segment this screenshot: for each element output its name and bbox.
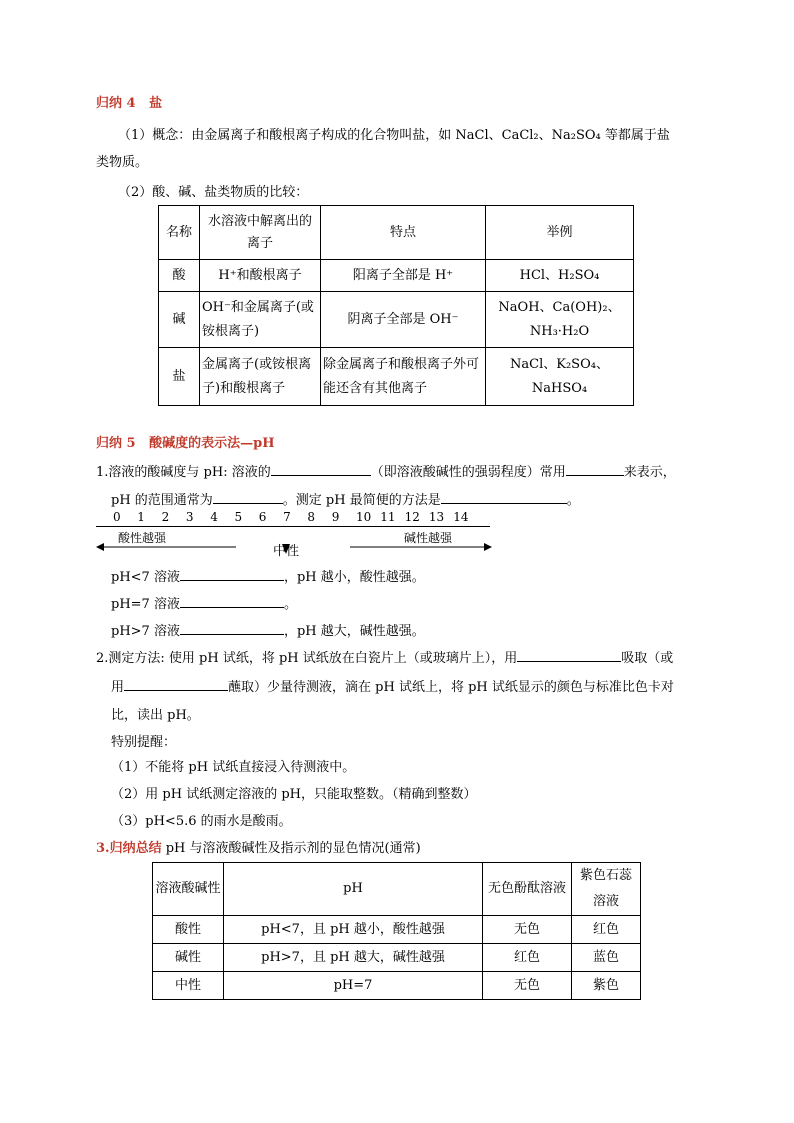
scale-number: 5 <box>234 510 243 524</box>
ph-intro-line1 <box>96 461 676 480</box>
remind-item: （3）pH<5.6 的雨水是酸雨。 <box>111 814 292 829</box>
fill-blank[interactable] <box>517 647 621 662</box>
table-cell: 金属离子(或铵根离子)和酸根离子 <box>200 348 321 406</box>
scale-number: 11 <box>380 510 396 524</box>
ph-eq7-line <box>111 593 297 612</box>
section5-number: 归纳 5 <box>96 436 136 451</box>
ph-intro-line2 <box>111 489 580 508</box>
table-cell: pH=7 <box>224 972 483 1000</box>
remind-title: 特别提醒： <box>111 735 177 750</box>
acid-stronger-label: 酸性越强 <box>118 531 167 545</box>
text: 蘸取）少量待测液，滴在 pH 试纸上，将 pH 试纸显示的颜色与标准比色卡对 <box>228 680 674 695</box>
table-cell: 碱 <box>159 292 200 348</box>
concept-line2: 类物质。 <box>96 155 149 170</box>
table-cell: NaCl、K₂SO₄、NaHSO₄ <box>486 348 634 406</box>
summary-label: 3.归纳总结 <box>96 841 162 856</box>
base-stronger-label: 碱性越强 <box>404 531 453 545</box>
text: 。 <box>566 493 580 508</box>
table-cell: pH<7，且 pH 越小，酸性越强 <box>224 916 483 944</box>
table-cell: 阳离子全部是 H⁺ <box>321 260 486 292</box>
fill-blank[interactable] <box>441 489 567 504</box>
neutral-label: 中性 <box>273 544 300 559</box>
scale-number: 1 <box>137 510 145 524</box>
table-cell: 碱性 <box>153 944 224 972</box>
text: pH=7 溶液 <box>111 597 180 612</box>
text: 。测定 pH 最简便的方法是 <box>282 493 441 508</box>
scale-number: 2 <box>161 510 170 524</box>
section4-heading <box>96 92 162 111</box>
ph-lt7-line <box>111 566 425 585</box>
scale-number: 13 <box>428 510 445 524</box>
ph-indicator-table <box>152 862 641 1000</box>
text: 。 <box>283 597 297 612</box>
method-line3: 比，读出 pH。 <box>111 708 200 723</box>
table-header: 举例 <box>486 206 634 260</box>
method-line2 <box>111 676 674 695</box>
scale-number: 8 <box>307 510 316 524</box>
table-cell: 中性 <box>153 972 224 1000</box>
table-cell: HCl、H₂SO₄ <box>486 260 634 292</box>
scale-number: 0 <box>113 510 121 524</box>
fill-blank[interactable] <box>271 461 371 476</box>
scale-number: 12 <box>404 510 420 524</box>
table-header: 紫色石蕊溶液 <box>572 863 641 916</box>
text: pH>7 溶液 <box>111 624 180 639</box>
table-cell: 酸 <box>159 260 200 292</box>
table-cell: 除金属离子和酸根离子外可能还含有其他离子 <box>321 348 486 406</box>
text: pH 的范围通常为 <box>111 493 213 508</box>
summary-heading <box>96 837 421 856</box>
section5-title: 酸碱度的表示法—pH <box>149 436 275 451</box>
acid-base-salt-table <box>158 205 634 406</box>
table-cell: NaOH、Ca(OH)₂、NH₃·H₂O <box>486 292 634 348</box>
table-cell: 蓝色 <box>572 944 641 972</box>
table-cell: 红色 <box>483 944 572 972</box>
text: 1.溶液的酸碱度与 pH: 溶液的 <box>96 465 271 480</box>
text: 来表示， <box>623 465 676 480</box>
text: （即溶液酸碱性的强弱程度）常用 <box>370 465 566 480</box>
table-cell: OH⁻和金属离子(或铵根离子) <box>200 292 321 348</box>
table-header: 名称 <box>159 206 200 260</box>
table-cell: 紫色 <box>572 972 641 1000</box>
concept-line1: （1）概念：由金属离子和酸根离子构成的化合物叫盐，如 NaCl、CaCl₂、Na₂SO₄ 等都属于盐 <box>118 128 670 143</box>
scale-number: 7 <box>283 510 291 524</box>
table-header: 特点 <box>321 206 486 260</box>
compare-title: （2）酸、碱、盐类物质的比较： <box>118 185 309 200</box>
table-header: 溶液酸碱性 <box>153 863 224 916</box>
method-line1 <box>96 647 673 666</box>
table-cell: pH>7，且 pH 越大，碱性越强 <box>224 944 483 972</box>
table-header: 无色酚酞溶液 <box>483 863 572 916</box>
table-cell: 阴离子全部是 OH⁻ <box>321 292 486 348</box>
table-cell: 盐 <box>159 348 200 406</box>
fill-blank[interactable] <box>180 620 284 635</box>
table-cell: 红色 <box>572 916 641 944</box>
fill-blank[interactable] <box>213 489 283 504</box>
summary-text: pH 与溶液酸碱性及指示剂的显色情况(通常) <box>165 841 421 856</box>
text: ，pH 越小，酸性越强。 <box>283 570 425 585</box>
fill-blank[interactable] <box>180 566 284 581</box>
table-cell: 酸性 <box>153 916 224 944</box>
text: 用 <box>111 680 125 695</box>
scale-number: 10 <box>356 510 372 524</box>
remind-item: （1）不能将 pH 试纸直接浸入待测液中。 <box>111 760 356 775</box>
scale-line <box>96 526 490 527</box>
scale-number: 14 <box>453 510 469 524</box>
section4-title: 盐 <box>149 96 163 111</box>
table-header: 水溶液中解离出的离子 <box>200 206 321 260</box>
text: pH<7 溶液 <box>111 570 180 585</box>
text: 2.测定方法: 使用 pH 试纸，将 pH 试纸放在白瓷片上（或玻璃片上），用 <box>96 651 518 666</box>
table-header: pH <box>224 863 483 916</box>
scale-number: 4 <box>210 510 218 524</box>
text: 吸取（或 <box>621 651 674 666</box>
remind-item: （2）用 pH 试纸测定溶液的 pH，只能取整数。（精确到整数） <box>111 787 477 802</box>
table-cell: 无色 <box>483 972 572 1000</box>
table-cell: 无色 <box>483 916 572 944</box>
scale-number: 9 <box>331 510 340 524</box>
section4-number: 归纳 4 <box>96 96 136 111</box>
table-cell: H⁺和酸根离子 <box>200 260 321 292</box>
scale-number: 6 <box>258 510 267 524</box>
ph-gt7-line <box>111 620 425 639</box>
fill-blank[interactable] <box>124 676 228 691</box>
text: ，pH 越大，碱性越强。 <box>283 624 425 639</box>
fill-blank[interactable] <box>180 593 284 608</box>
fill-blank[interactable] <box>566 461 624 476</box>
scale-number: 3 <box>185 510 194 524</box>
section5-heading <box>96 432 275 451</box>
